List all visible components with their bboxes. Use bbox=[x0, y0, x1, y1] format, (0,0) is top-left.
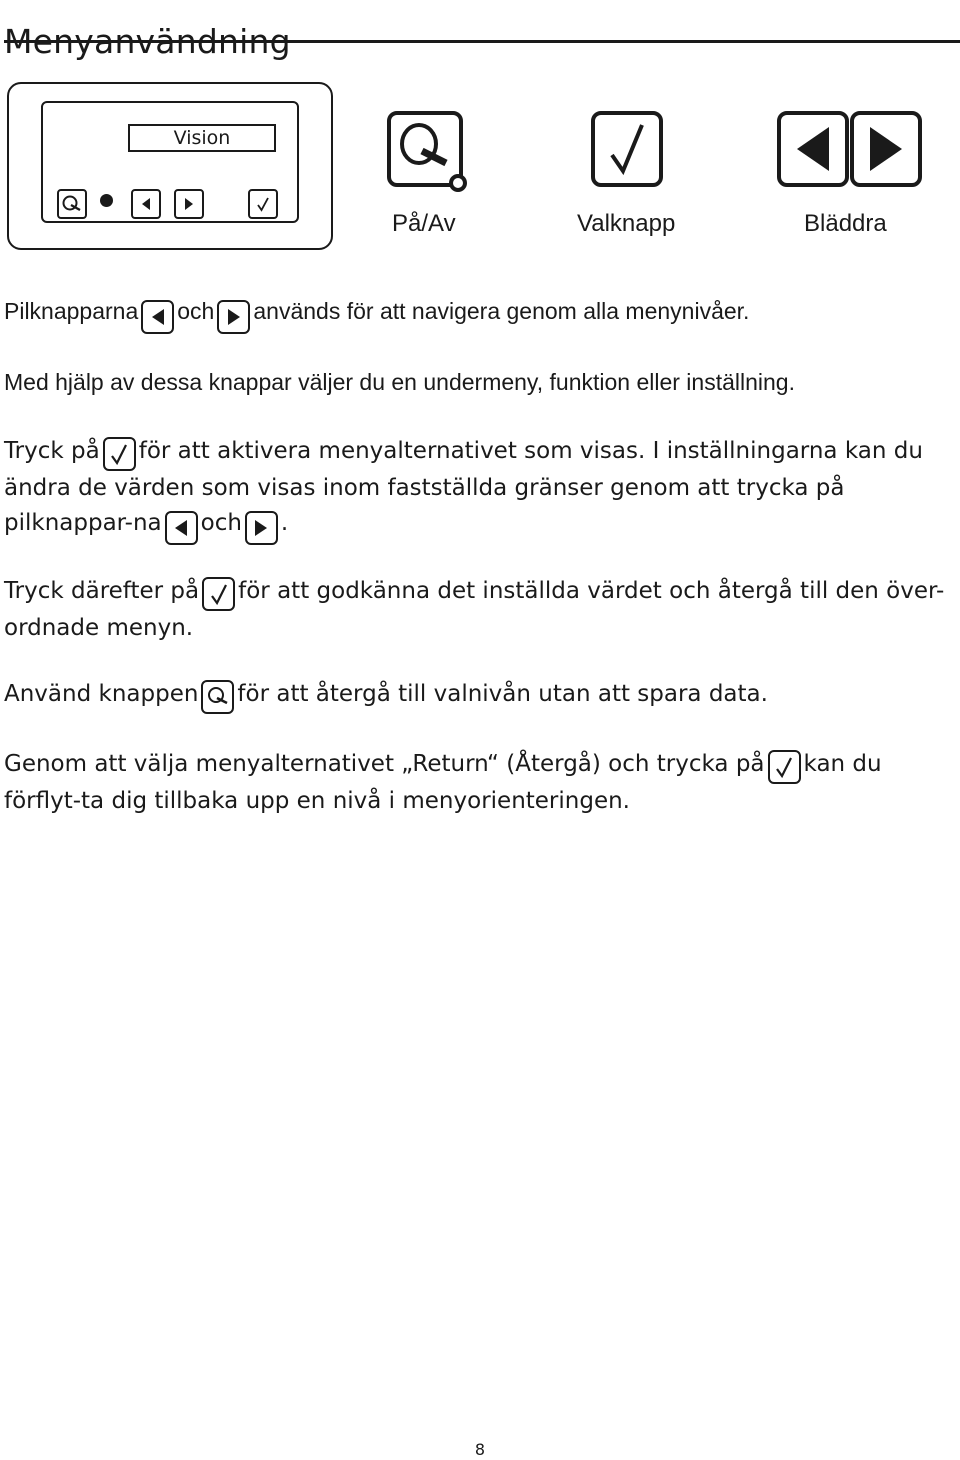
paragraph-confirm: Tryck därefter på för att godkänna det inställda värdet och återgå till den över-ordnade menyn. bbox=[4, 578, 945, 641]
right-key bbox=[850, 111, 922, 187]
device-panel bbox=[7, 82, 333, 250]
browse-key-label: Bläddra bbox=[804, 210, 887, 237]
check-icon bbox=[103, 437, 136, 471]
select-key bbox=[591, 111, 663, 187]
paragraph-navigation: Pilknapparna och används för att navigera genom alla menynivåer. bbox=[4, 294, 956, 334]
paragraph-activate: Tryck på för att aktivera menyalternativet som visas. I inställningarna kan du ändra de värden som visas inom fastställda gränser genom att trycka på pilknappar-na och . bbox=[4, 434, 956, 545]
left-key bbox=[777, 111, 849, 187]
device-check-button bbox=[248, 189, 278, 219]
right-arrow-icon bbox=[217, 300, 250, 334]
check-icon bbox=[768, 750, 801, 784]
paragraph-cancel: Använd knappen för att återgå till valnivån utan att spara data. bbox=[4, 677, 956, 714]
right-arrow-icon bbox=[866, 125, 906, 173]
page-title: Menyanvändning bbox=[4, 22, 291, 62]
indicator-dot bbox=[100, 194, 113, 207]
paragraph-return: Genom att välja menyalternativet „Return“ (Återgå) och trycka på kan du förflyt-ta dig tillbaka upp en nivå i menyorienteringen. bbox=[4, 751, 882, 814]
power-key-tab bbox=[449, 174, 467, 192]
device-left-button bbox=[131, 189, 161, 219]
power-icon bbox=[394, 119, 456, 179]
left-arrow-icon bbox=[793, 125, 833, 173]
right-arrow-icon bbox=[183, 197, 195, 211]
device-right-button bbox=[174, 189, 204, 219]
check-icon bbox=[607, 119, 647, 179]
left-arrow-icon bbox=[140, 197, 152, 211]
device-power-button bbox=[57, 189, 87, 219]
title-divider bbox=[4, 40, 960, 43]
device-display: Vision bbox=[128, 124, 276, 152]
power-key-label: På/Av bbox=[392, 210, 456, 237]
paragraph-submenu: Med hjälp av dessa knappar väljer du en undermeny, funktion eller inställning. bbox=[4, 369, 795, 395]
power-icon bbox=[201, 680, 234, 714]
check-icon bbox=[202, 577, 235, 611]
check-icon bbox=[256, 196, 270, 212]
select-key-label: Valknapp bbox=[577, 210, 676, 237]
left-arrow-icon bbox=[141, 300, 174, 334]
page-number: 8 bbox=[474, 1440, 486, 1459]
power-icon bbox=[61, 193, 83, 215]
device-front bbox=[41, 101, 299, 223]
right-arrow-icon bbox=[245, 511, 278, 545]
left-arrow-icon bbox=[165, 511, 198, 545]
